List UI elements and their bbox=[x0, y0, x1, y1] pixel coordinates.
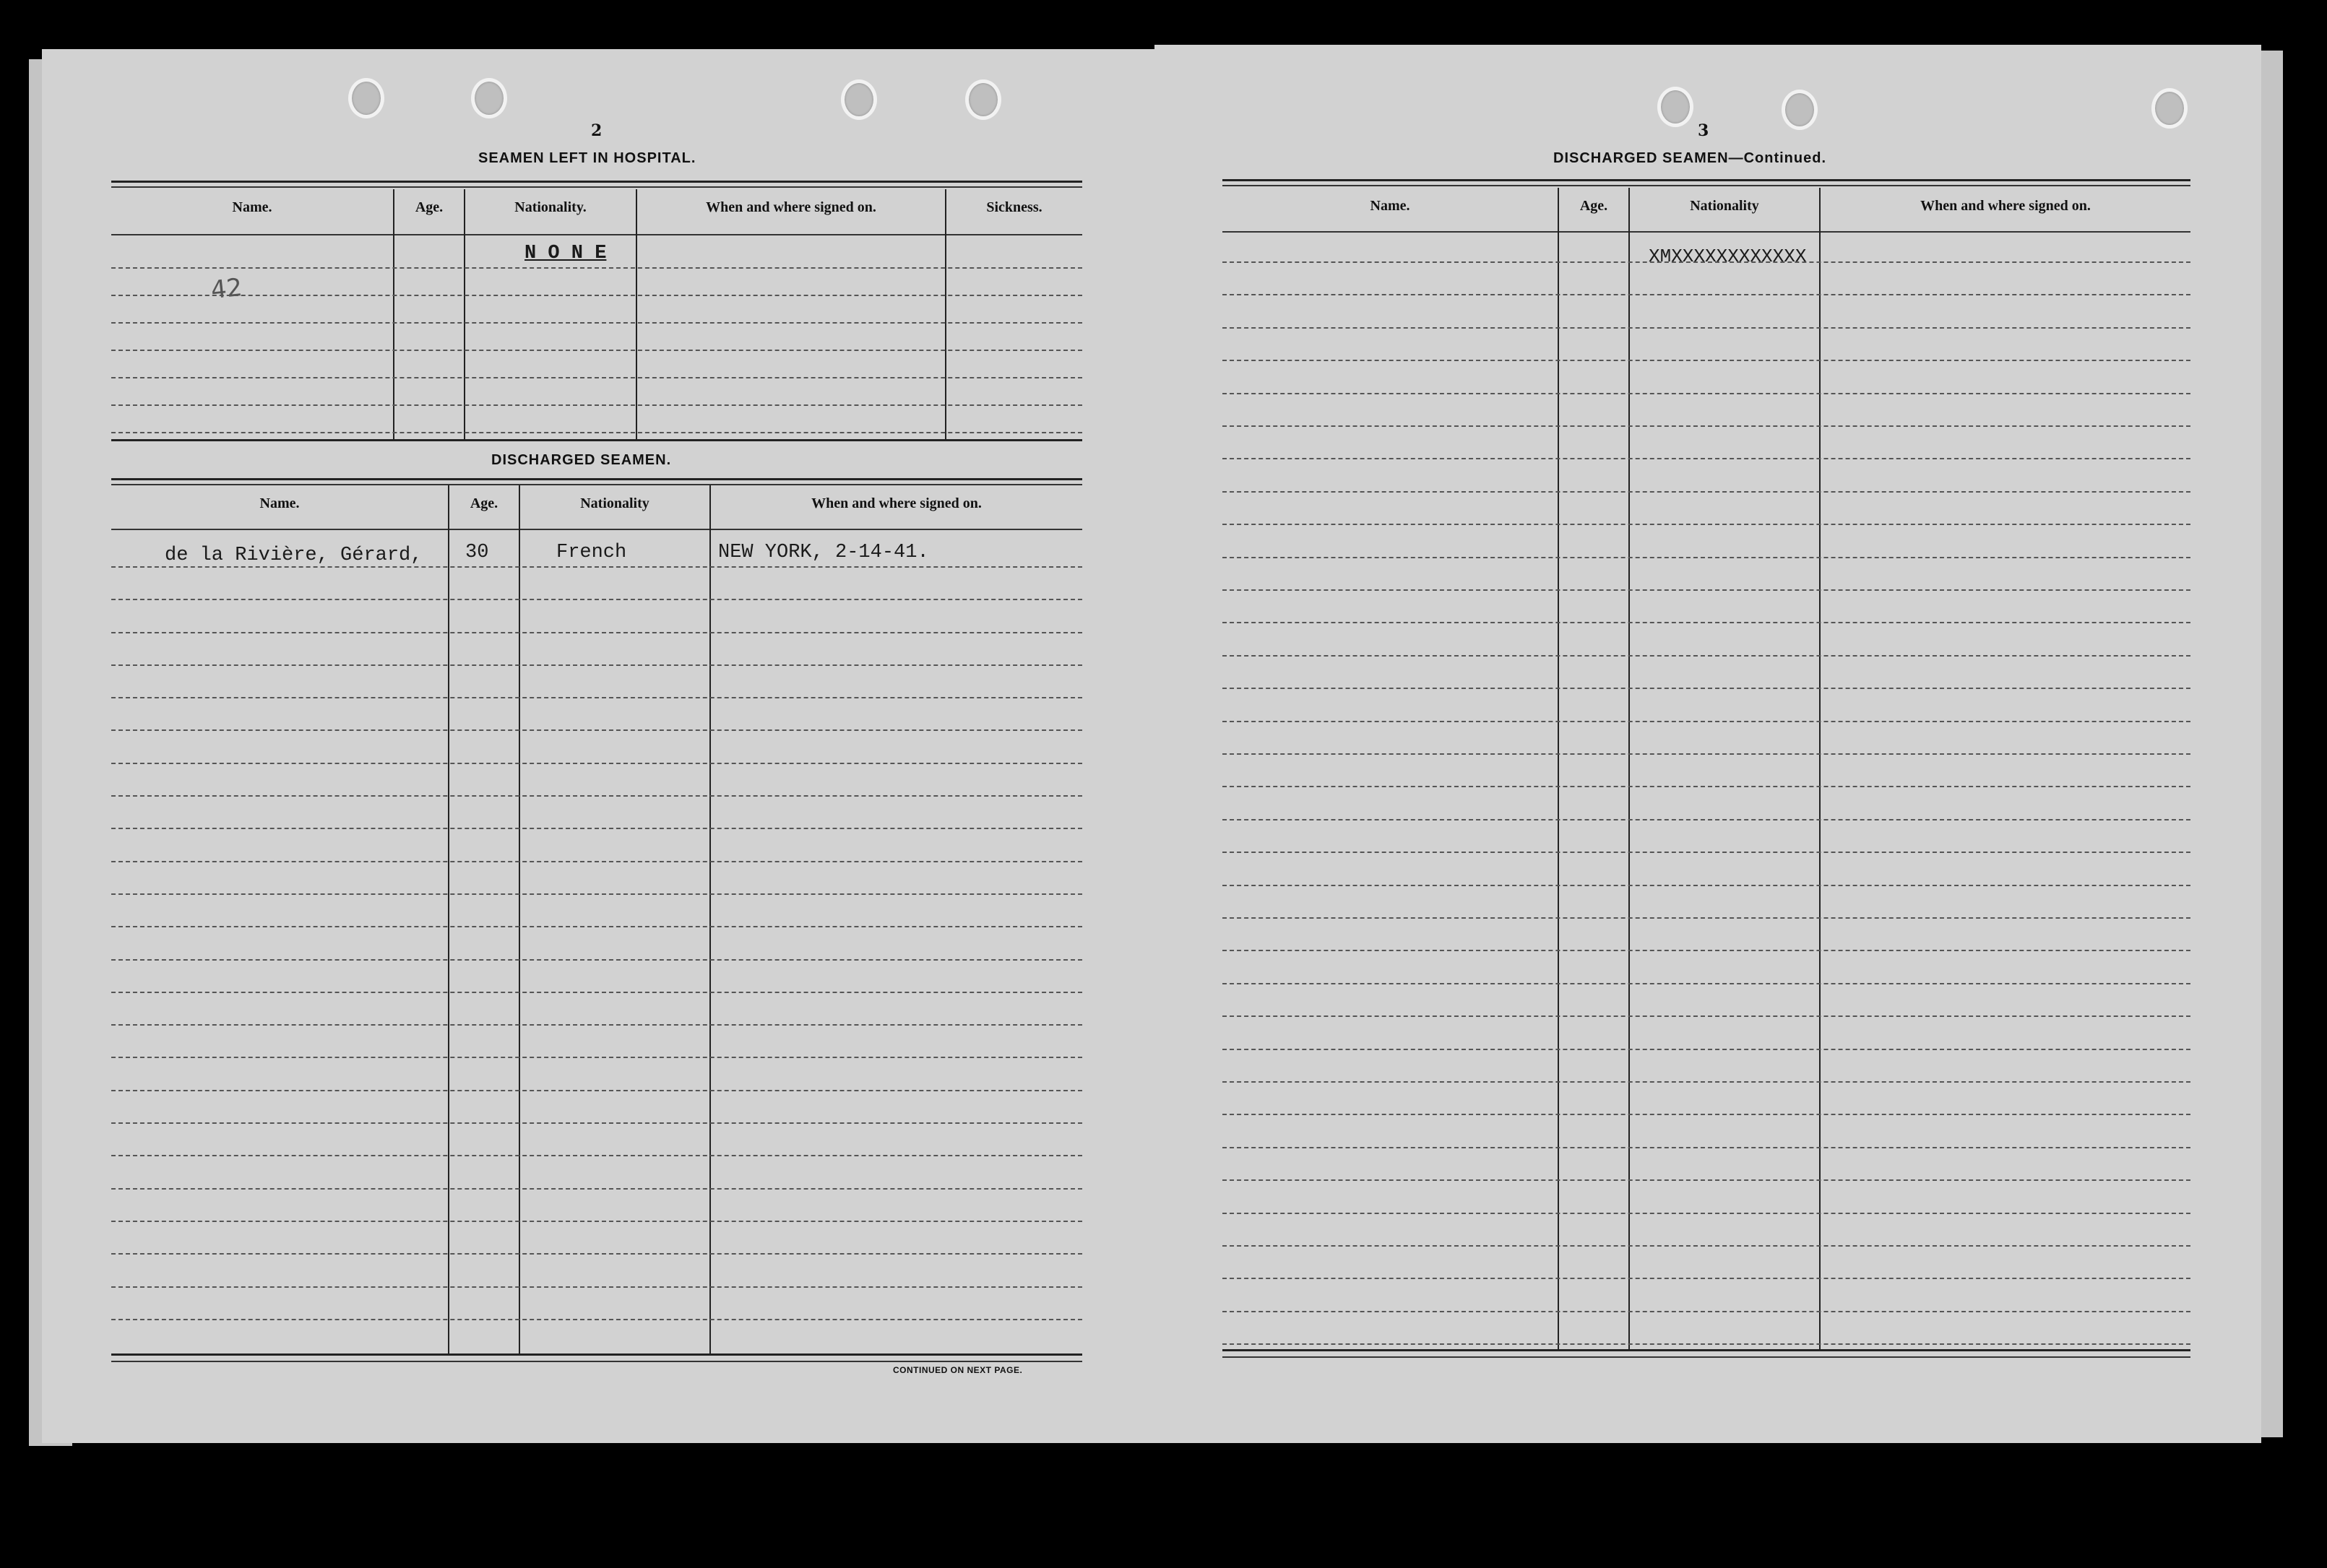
row-line bbox=[111, 828, 1082, 829]
column-divider bbox=[945, 189, 946, 439]
column-divider bbox=[709, 485, 711, 1353]
table-bottom-rule bbox=[1222, 1349, 2190, 1351]
column-header-signed-on: When and where signed on. bbox=[811, 495, 982, 511]
table-top-rule bbox=[1222, 179, 2190, 181]
table-bottom-rule bbox=[111, 1353, 1082, 1356]
row-line bbox=[111, 1221, 1082, 1222]
row-line bbox=[1222, 1049, 2190, 1050]
column-divider bbox=[393, 189, 394, 439]
nationality-cancel-marks: XMXXXXXXXXXXXX bbox=[1649, 246, 1807, 267]
table-bottom-rule bbox=[1222, 1356, 2190, 1358]
row-line bbox=[111, 322, 1082, 324]
hospital-entry-none: N O N E bbox=[524, 243, 607, 264]
continued-note: CONTINUED ON NEXT PAGE. bbox=[893, 1365, 1023, 1375]
row-line bbox=[1222, 655, 2190, 657]
row-line bbox=[1222, 327, 2190, 329]
row-line bbox=[1222, 1245, 2190, 1247]
column-header-name: Name. bbox=[1370, 198, 1410, 214]
table-bottom-rule bbox=[111, 1361, 1082, 1362]
column-divider bbox=[519, 485, 520, 1353]
row-line bbox=[111, 763, 1082, 764]
punch-hole bbox=[1657, 87, 1693, 127]
row-line bbox=[1222, 458, 2190, 459]
row-line bbox=[111, 1122, 1082, 1124]
row-line bbox=[1222, 950, 2190, 951]
row-line bbox=[1222, 622, 2190, 623]
row-line bbox=[1222, 1015, 2190, 1017]
row-line bbox=[111, 664, 1082, 666]
row-line bbox=[1222, 557, 2190, 558]
header-rule bbox=[111, 234, 1082, 235]
row-line bbox=[111, 1319, 1082, 1320]
row-line bbox=[111, 861, 1082, 862]
row-line bbox=[111, 404, 1082, 406]
punch-hole bbox=[2151, 88, 2188, 129]
row-line bbox=[1222, 1081, 2190, 1083]
row-line bbox=[111, 295, 1082, 296]
page-number: 3 bbox=[1698, 121, 1709, 140]
punch-hole bbox=[841, 79, 877, 120]
page-number: 2 bbox=[591, 121, 603, 140]
seaman-nationality: French bbox=[556, 542, 627, 563]
row-line bbox=[111, 1286, 1082, 1288]
discharged-continued-title: DISCHARGED SEAMEN—Continued. bbox=[1553, 150, 1826, 166]
row-line bbox=[1222, 753, 2190, 755]
punch-hole bbox=[471, 78, 507, 118]
hospital-section-title: SEAMEN LEFT IN HOSPITAL. bbox=[478, 150, 696, 166]
row-line bbox=[1222, 1213, 2190, 1214]
column-header-age: Age. bbox=[470, 495, 498, 511]
row-line bbox=[1222, 589, 2190, 591]
column-header-sickness: Sickness. bbox=[986, 199, 1042, 215]
row-line bbox=[1222, 1311, 2190, 1312]
row-line bbox=[111, 1253, 1082, 1255]
seaman-name: de la Rivière, Gérard, bbox=[165, 545, 423, 566]
row-line bbox=[111, 1024, 1082, 1026]
row-line bbox=[111, 267, 1082, 269]
seaman-signed-on: NEW YORK, 2-14-41. bbox=[718, 542, 929, 563]
row-line bbox=[111, 632, 1082, 633]
row-line bbox=[1222, 425, 2190, 427]
table-top-rule bbox=[1222, 185, 2190, 186]
row-line bbox=[1222, 1114, 2190, 1115]
section-rule bbox=[111, 484, 1082, 485]
row-line bbox=[1222, 983, 2190, 984]
row-line bbox=[111, 992, 1082, 993]
row-line bbox=[111, 1188, 1082, 1190]
column-header-nationality: Nationality bbox=[1690, 198, 1759, 214]
row-line bbox=[1222, 917, 2190, 919]
row-line bbox=[111, 566, 1082, 568]
section-rule bbox=[111, 478, 1082, 480]
row-line bbox=[1222, 852, 2190, 853]
row-line bbox=[111, 1090, 1082, 1091]
column-header-age: Age. bbox=[1579, 198, 1608, 214]
row-line bbox=[1222, 786, 2190, 787]
row-line bbox=[1222, 524, 2190, 525]
row-line bbox=[1222, 1179, 2190, 1181]
column-header-signed-on: When and where signed on. bbox=[1920, 198, 2091, 214]
table-top-rule bbox=[111, 186, 1082, 188]
row-line bbox=[1222, 393, 2190, 394]
row-line bbox=[111, 1155, 1082, 1156]
row-line bbox=[1222, 1147, 2190, 1148]
row-line bbox=[1222, 885, 2190, 886]
row-line bbox=[1222, 819, 2190, 820]
column-header-age: Age. bbox=[415, 199, 444, 215]
column-divider bbox=[1819, 188, 1821, 1349]
punch-hole bbox=[1782, 90, 1818, 130]
row-line bbox=[111, 959, 1082, 961]
punch-hole bbox=[348, 78, 384, 118]
row-line bbox=[111, 599, 1082, 600]
row-line bbox=[111, 729, 1082, 731]
column-header-nationality: Nationality. bbox=[514, 199, 587, 215]
column-header-name: Name. bbox=[259, 495, 300, 511]
section-rule bbox=[111, 439, 1082, 441]
row-line bbox=[111, 926, 1082, 927]
pencil-mark: 42 bbox=[210, 272, 244, 306]
discharged-section-title: DISCHARGED SEAMEN. bbox=[491, 452, 672, 468]
column-header-signed-on: When and where signed on. bbox=[706, 199, 876, 215]
punch-hole bbox=[965, 79, 1001, 120]
column-header-nationality: Nationality bbox=[580, 495, 649, 511]
row-line bbox=[1222, 1343, 2190, 1345]
row-line bbox=[1222, 721, 2190, 722]
row-line bbox=[1222, 360, 2190, 361]
row-line bbox=[111, 432, 1082, 433]
table-top-rule bbox=[111, 181, 1082, 183]
seaman-age: 30 bbox=[465, 542, 489, 563]
row-line bbox=[111, 377, 1082, 378]
row-line bbox=[1222, 261, 2190, 263]
column-divider bbox=[636, 189, 637, 439]
row-line bbox=[111, 350, 1082, 351]
row-line bbox=[1222, 688, 2190, 689]
column-divider bbox=[448, 485, 449, 1353]
row-line bbox=[1222, 294, 2190, 295]
row-line bbox=[111, 795, 1082, 797]
row-line bbox=[111, 893, 1082, 895]
header-rule bbox=[1222, 231, 2190, 233]
column-header-name: Name. bbox=[232, 199, 272, 215]
row-line bbox=[111, 697, 1082, 698]
column-divider bbox=[464, 189, 465, 439]
column-divider bbox=[1558, 188, 1559, 1349]
column-divider bbox=[1628, 188, 1630, 1349]
header-rule bbox=[111, 529, 1082, 530]
row-line bbox=[1222, 491, 2190, 493]
row-line bbox=[1222, 1278, 2190, 1279]
row-line bbox=[111, 1057, 1082, 1058]
